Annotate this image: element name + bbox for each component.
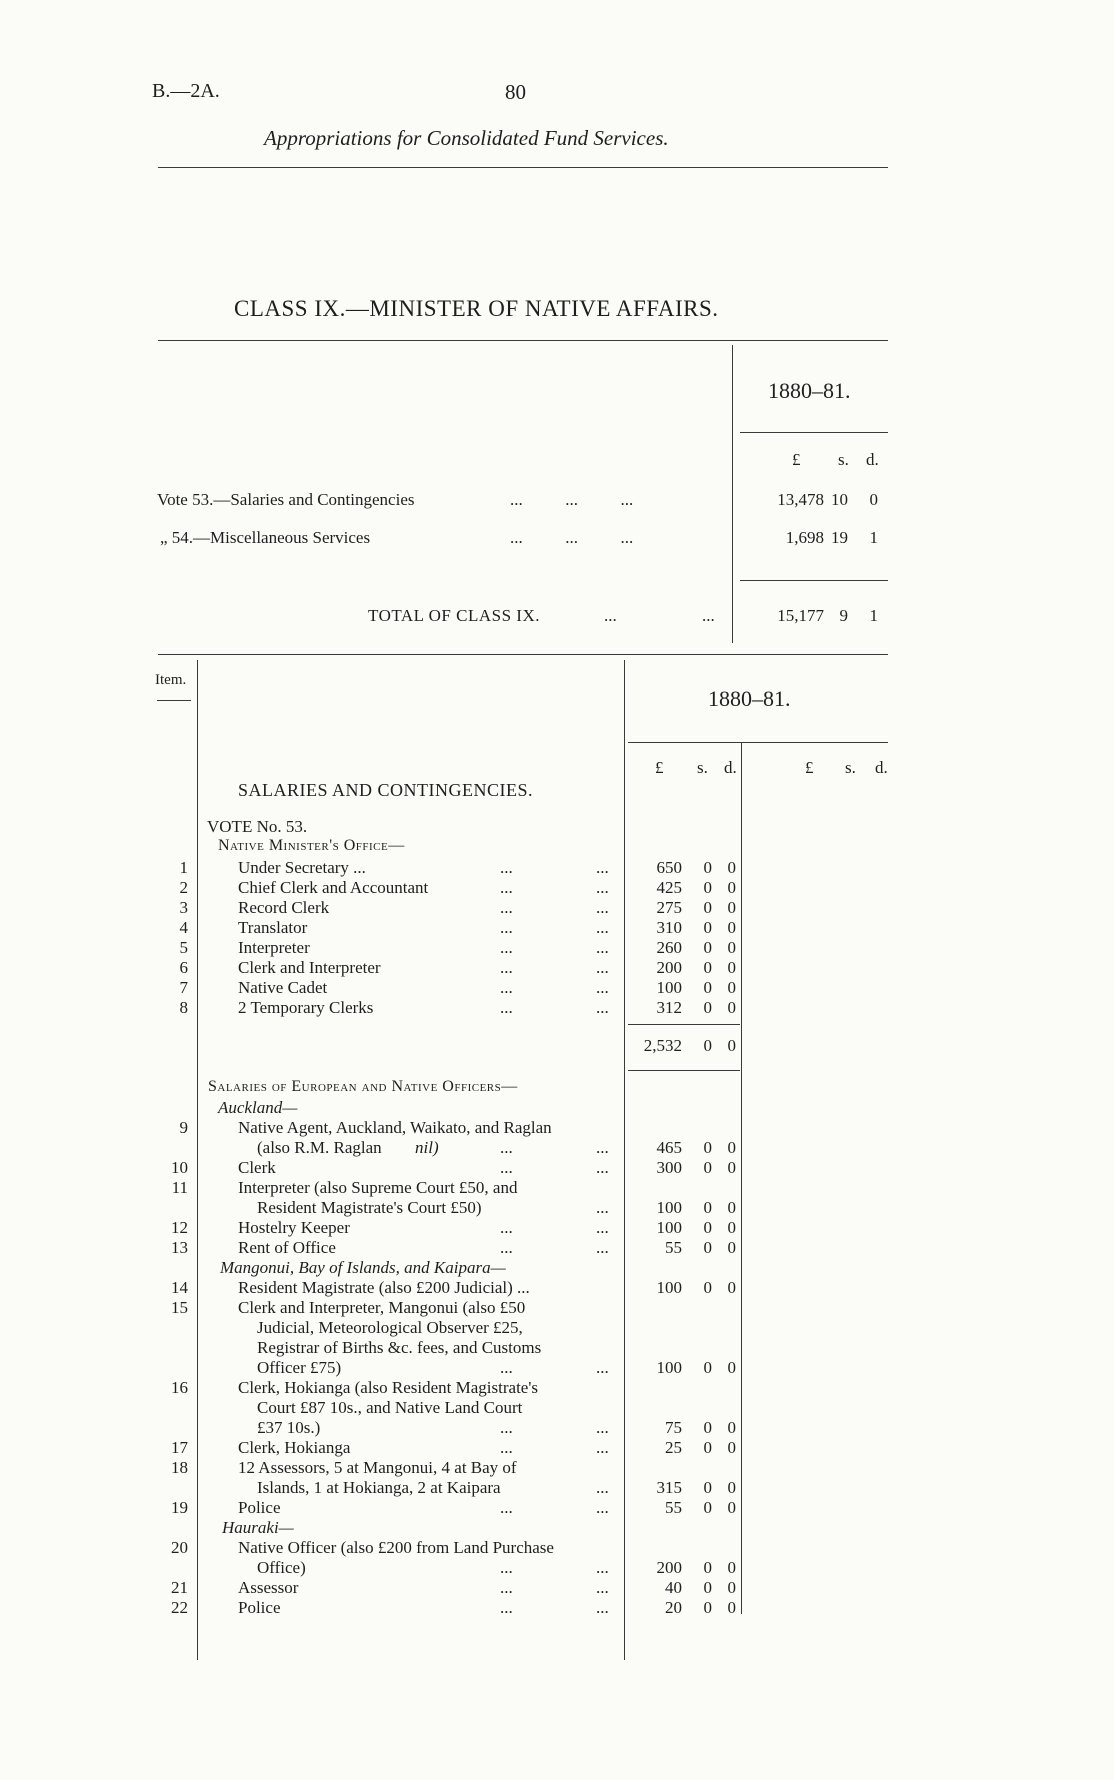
amount-pence: 0: [727, 1238, 736, 1257]
item-description: Resident Magistrate's Court £50): [257, 1198, 482, 1217]
item-number: 22: [171, 1598, 188, 1617]
table-row: [0, 1298, 1114, 1318]
amount-shillings: 9: [839, 606, 848, 625]
item-description: Officer £75): [257, 1358, 342, 1377]
leader-dots: ...: [596, 958, 609, 977]
table-row-continuation: [0, 1138, 1114, 1158]
table-row: [0, 1178, 1114, 1198]
amount-shillings: 0: [703, 918, 712, 937]
item-description: Islands, 1 at Hokianga, 2 at Kaipara: [257, 1478, 501, 1497]
item-description: Clerk: [238, 1158, 276, 1177]
subtotal-bottom-rule: [628, 1070, 740, 1071]
summary-shilling-header: s.: [838, 450, 849, 469]
leader-dots: ...: [500, 938, 513, 957]
amount-shillings: 19: [831, 528, 848, 547]
item-number: 9: [179, 1118, 188, 1137]
leader-dots: ...: [500, 898, 513, 917]
item-number: 19: [171, 1498, 188, 1517]
summary-label: „ 54.—Miscellaneous Services: [160, 528, 371, 547]
amount-shillings: 0: [703, 1238, 712, 1257]
summary-year-rule: [740, 432, 888, 433]
amount-pounds: 300: [656, 1158, 682, 1177]
amount-pence: 0: [727, 1498, 736, 1517]
amount-pence: 0: [727, 1218, 736, 1237]
leader-dots: ...: [596, 1498, 609, 1517]
table-row-continuation: [0, 1198, 1114, 1218]
page-number: 80: [505, 80, 526, 104]
item-number: 4: [179, 918, 188, 937]
table-row: [0, 1498, 1114, 1518]
item-description: 2 Temporary Clerks: [238, 998, 374, 1017]
amount-shillings: 0: [703, 1598, 712, 1617]
amount-shillings: 0: [703, 1138, 712, 1157]
leader-dots: ...: [596, 1438, 609, 1457]
item-number: 2: [179, 878, 188, 897]
amount-pounds: 1,698: [785, 528, 824, 547]
amount-pence: 0: [727, 1418, 736, 1437]
leader-dots: ...: [596, 1358, 609, 1377]
amount-shillings: 0: [703, 878, 712, 897]
leader-dots: ...: [500, 1238, 513, 1257]
item-number: 7: [179, 978, 188, 997]
leader-dots: ...: [702, 606, 715, 625]
item-description: Native Cadet: [238, 978, 328, 997]
amount-shillings: 0: [703, 1578, 712, 1597]
amount-pence: 0: [727, 918, 736, 937]
amount-pounds: 25: [665, 1438, 682, 1457]
table-row: [0, 1458, 1114, 1478]
office-subtotal-row: [0, 1036, 1114, 1056]
table-row-continuation: [0, 1358, 1114, 1378]
item-description: Resident Magistrate (also £200 Judicial) ...: [238, 1278, 530, 1297]
amount-pounds: 275: [656, 898, 682, 917]
detail-top-rule: [158, 654, 888, 655]
table-row: [0, 1158, 1114, 1178]
leader-dots: ...: [500, 1578, 513, 1597]
table-row-continuation: [0, 1318, 1114, 1338]
document-reference: B.—2A.: [152, 80, 220, 102]
leader-dots: ...: [596, 998, 609, 1017]
leader-dots: ...: [500, 1158, 513, 1177]
amount-pence: 1: [869, 606, 878, 625]
amount-pounds: 40: [665, 1578, 682, 1597]
item-description: £37 10s.): [257, 1418, 321, 1437]
item-description: Record Clerk: [238, 898, 330, 917]
table-row-continuation: [0, 1398, 1114, 1418]
subtotal-rule: [628, 1024, 740, 1025]
item-description: (also R.M. Raglan: [257, 1138, 382, 1157]
leader-dots: ...: [596, 858, 609, 877]
subtotal-shillings: 0: [703, 1036, 712, 1055]
summary-row-vote-54: [0, 528, 1114, 548]
table-row: [0, 938, 1114, 958]
amount-pounds: 100: [656, 1218, 682, 1237]
item-description: Clerk, Hokianga (also Resident Magistrate's: [238, 1378, 539, 1397]
item-description: Office): [257, 1558, 306, 1577]
summary-pence-header: d.: [866, 450, 879, 469]
item-description: Clerk, Hokianga: [238, 1438, 351, 1457]
item-description: Native Agent, Auckland, Waikato, and Raglan: [238, 1118, 552, 1137]
table-row: [0, 1598, 1114, 1618]
region-heading-hauraki: Hauraki—: [222, 1518, 294, 1537]
item-description: Clerk and Interpreter, Mangonui (also £50: [238, 1298, 526, 1317]
leader-dots: ...: [596, 1198, 609, 1217]
amount-pence: 0: [727, 938, 736, 957]
amount-shillings: 0: [703, 1278, 712, 1297]
table-row: [0, 858, 1114, 878]
amount-pence: 0: [727, 998, 736, 1017]
amount-shillings: 0: [703, 978, 712, 997]
amount-pence: 1: [869, 528, 878, 547]
item-description: Clerk and Interpreter: [238, 958, 381, 977]
pence-header: d.: [724, 758, 737, 777]
table-row: [0, 1218, 1114, 1238]
section-title: SALARIES AND CONTINGENCIES.: [238, 780, 534, 800]
amount-pounds: 20: [665, 1598, 682, 1617]
leader-dots: ...: [500, 958, 513, 977]
item-description: Chief Clerk and Accountant: [238, 878, 429, 897]
amount-pence: 0: [727, 1598, 736, 1617]
summary-total-rule: [740, 580, 888, 581]
leader-dots: ...: [596, 1478, 609, 1497]
leader-dots: ...: [500, 998, 513, 1017]
item-number: 18: [171, 1458, 188, 1477]
officers-heading: Salaries of European and Native Officers—: [208, 1078, 518, 1095]
item-number: 3: [179, 898, 188, 917]
item-number: 17: [171, 1438, 188, 1457]
table-row: [0, 978, 1114, 998]
item-number: 20: [171, 1538, 188, 1557]
shilling-header: s.: [697, 758, 708, 777]
amount-pounds: 100: [656, 978, 682, 997]
pence-header: d.: [875, 758, 888, 777]
item-number: 13: [171, 1238, 188, 1257]
detail-year-rule: [628, 742, 888, 743]
summary-row-vote-53: [0, 490, 1114, 510]
item-description: Police: [238, 1598, 281, 1617]
amount-shillings: 0: [703, 938, 712, 957]
table-row: [0, 878, 1114, 898]
class-title: CLASS IX.—MINISTER OF NATIVE AFFAIRS.: [234, 296, 719, 321]
leader-dots: ...: [596, 1218, 609, 1237]
leader-dots: ...: [500, 978, 513, 997]
amount-pounds: 315: [656, 1478, 682, 1497]
leader-dots: ...: [596, 878, 609, 897]
item-description: Assessor: [238, 1578, 299, 1597]
leader-dots: ...: [500, 1598, 513, 1617]
leader-dots: ...: [596, 1418, 609, 1437]
item-number: 12: [171, 1218, 188, 1237]
item-description: Interpreter (also Supreme Court £50, and: [238, 1178, 518, 1197]
vote-heading: VOTE No. 53.: [207, 817, 308, 836]
item-number: 10: [171, 1158, 188, 1177]
amount-shillings: 0: [703, 1358, 712, 1377]
item-description: Interpreter: [238, 938, 310, 957]
amount-pounds: 200: [656, 958, 682, 977]
detail-year: 1880–81.: [708, 686, 791, 711]
amount-shillings: 0: [703, 858, 712, 877]
summary-pound-header: £: [792, 450, 801, 469]
amount-pounds: 55: [665, 1498, 682, 1517]
item-number: 1: [179, 858, 188, 877]
table-row-continuation: [0, 1338, 1114, 1358]
leader-dots: ...: [500, 1138, 513, 1157]
leader-dots: ...: [500, 1218, 513, 1237]
table-row: [0, 1538, 1114, 1558]
leader-dots: ...: [500, 1498, 513, 1517]
leader-dots: ... ... ...: [510, 528, 634, 547]
item-header-rule: [157, 700, 191, 701]
amount-pounds: 100: [656, 1358, 682, 1377]
leader-dots: ...: [596, 1598, 609, 1617]
amount-pence: 0: [727, 1278, 736, 1297]
amount-pounds: 75: [665, 1418, 682, 1437]
amount-pence: 0: [869, 490, 878, 509]
amount-pence: 0: [727, 1158, 736, 1177]
amount-pence: 0: [727, 858, 736, 877]
item-number: 5: [179, 938, 188, 957]
class-title-rule: [158, 340, 888, 341]
amount-shillings: 0: [703, 1498, 712, 1517]
item-description: Court £87 10s., and Native Land Court: [257, 1398, 523, 1417]
subtotal-pounds: 2,532: [643, 1036, 682, 1055]
region-heading-auckland: Auckland—: [218, 1098, 298, 1117]
item-number: 15: [171, 1298, 188, 1317]
amount-pounds: 13,478: [777, 490, 824, 509]
leader-dots: ...: [596, 938, 609, 957]
amount-pence: 0: [727, 1578, 736, 1597]
amount-pence: 0: [727, 1358, 736, 1377]
leader-dots: ...: [596, 1138, 609, 1157]
item-number: 21: [171, 1578, 188, 1597]
leader-dots: ...: [596, 1578, 609, 1597]
amount-shillings: 0: [703, 1218, 712, 1237]
amount-shillings: 0: [703, 898, 712, 917]
amount-shillings: 0: [703, 958, 712, 977]
amount-pounds: 260: [656, 938, 682, 957]
item-number: 16: [171, 1378, 188, 1397]
item-description: Under Secretary ...: [238, 858, 366, 877]
table-row-continuation: [0, 1558, 1114, 1578]
table-row: [0, 1278, 1114, 1298]
amount-pounds: 15,177: [777, 606, 824, 625]
region-heading-mangonui: Mangonui, Bay of Islands, and Kaipara—: [220, 1258, 506, 1277]
table-row: [0, 1578, 1114, 1598]
amount-shillings: 0: [703, 1418, 712, 1437]
table-row: [0, 998, 1114, 1018]
amount-pounds: 100: [656, 1278, 682, 1297]
table-row-continuation: [0, 1418, 1114, 1438]
item-number: 14: [171, 1278, 188, 1297]
leader-dots: ...: [596, 1238, 609, 1257]
amount-shillings: 0: [703, 1558, 712, 1577]
leader-dots: ...: [500, 1438, 513, 1457]
summary-year: 1880–81.: [768, 378, 851, 403]
item-number: 11: [171, 1178, 188, 1197]
amount-shillings: 0: [703, 1158, 712, 1177]
shilling-header: s.: [845, 758, 856, 777]
leader-dots: ...: [500, 1358, 513, 1377]
leader-dots: ...: [596, 918, 609, 937]
amount-pence: 0: [727, 1558, 736, 1577]
item-description: Hostelry Keeper: [238, 1218, 350, 1237]
leader-dots: ...: [596, 1158, 609, 1177]
leader-dots: ... ... ...: [510, 490, 634, 509]
amount-pence: 0: [727, 898, 736, 917]
page-subtitle: Appropriations for Consolidated Fund Services.: [264, 126, 669, 150]
table-row: [0, 1438, 1114, 1458]
amount-pounds: 100: [656, 1198, 682, 1217]
amount-shillings: 0: [703, 998, 712, 1017]
amount-pounds: 650: [656, 858, 682, 877]
amount-pounds: 465: [656, 1138, 682, 1157]
leader-dots: ...: [596, 1558, 609, 1577]
pound-header: £: [655, 758, 664, 777]
table-row-continuation: [0, 1478, 1114, 1498]
table-row: [0, 958, 1114, 978]
summary-label: Vote 53.—Salaries and Contingencies: [157, 490, 415, 509]
amount-pence: 0: [727, 1438, 736, 1457]
table-row: [0, 1118, 1114, 1138]
item-description: Rent of Office: [238, 1238, 336, 1257]
amount-pounds: 55: [665, 1238, 682, 1257]
amount-pence: 0: [727, 958, 736, 977]
leader-dots: ...: [596, 978, 609, 997]
leader-dots: ...: [500, 878, 513, 897]
item-description: Registrar of Births &c. fees, and Customs: [257, 1338, 542, 1357]
total-label: TOTAL OF CLASS IX.: [368, 606, 540, 625]
item-description: Native Officer (also £200 from Land Purchase: [238, 1538, 554, 1557]
summary-row-total: [0, 606, 1114, 626]
amount-shillings: 10: [831, 490, 848, 509]
item-column-header: Item.: [155, 672, 187, 688]
amount-pence: 0: [727, 1138, 736, 1157]
item-number: 8: [179, 998, 188, 1017]
leader-dots: ...: [500, 918, 513, 937]
amount-shillings: 0: [703, 1478, 712, 1497]
leader-dots: ...: [500, 858, 513, 877]
table-row: [0, 1378, 1114, 1398]
subtotal-pence: 0: [727, 1036, 736, 1055]
leader-dots: ...: [596, 898, 609, 917]
amount-pence: 0: [727, 1198, 736, 1217]
item-description-nil: nil): [415, 1138, 439, 1157]
table-row: [0, 898, 1114, 918]
item-number: 6: [179, 958, 188, 977]
amount-pounds: 312: [656, 998, 682, 1017]
header-rule: [158, 167, 888, 168]
amount-pounds: 200: [656, 1558, 682, 1577]
leader-dots: ...: [604, 606, 617, 625]
amount-shillings: 0: [703, 1198, 712, 1217]
leader-dots: ...: [500, 1418, 513, 1437]
item-description: Police: [238, 1498, 281, 1517]
amount-pence: 0: [727, 878, 736, 897]
amount-pence: 0: [727, 1478, 736, 1497]
office-heading: Native Minister's Office—: [218, 837, 405, 854]
table-row: [0, 918, 1114, 938]
amount-shillings: 0: [703, 1438, 712, 1457]
pound-header: £: [805, 758, 814, 777]
amount-pence: 0: [727, 978, 736, 997]
amount-pounds: 425: [656, 878, 682, 897]
item-description: 12 Assessors, 5 at Mangonui, 4 at Bay of: [238, 1458, 517, 1477]
item-description: Translator: [238, 918, 308, 937]
item-description: Judicial, Meteorological Observer £25,: [257, 1318, 523, 1337]
leader-dots: ...: [500, 1558, 513, 1577]
amount-pounds: 310: [656, 918, 682, 937]
table-row: [0, 1238, 1114, 1258]
